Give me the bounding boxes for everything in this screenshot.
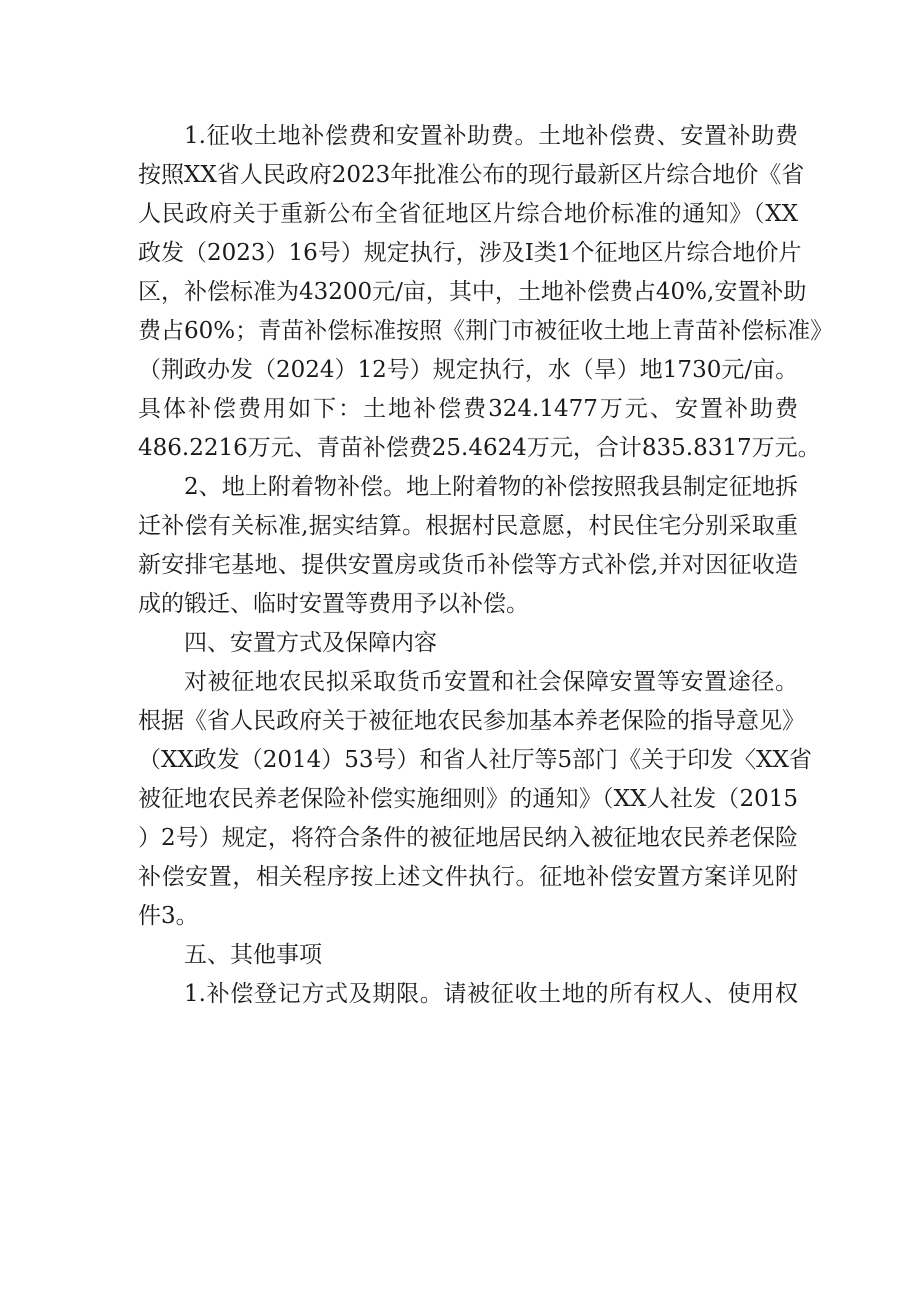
- text-line: 迁补偿有关标准,据实结算。根据村民意愿，村民住宅分别采取重: [138, 513, 798, 539]
- text-line: 被征地农民养老保险补偿实施细则》的通知》（XX人社发（2015: [138, 786, 798, 812]
- text-line: 件3。: [138, 903, 199, 929]
- paragraph-p3: [138, 624, 798, 663]
- paragraph-p5: [138, 936, 798, 975]
- paragraph-p1: [138, 117, 834, 468]
- text-line: 新安排宅基地、提供安置房或货币补偿等方式补偿,并对因征收造: [138, 552, 798, 578]
- text-line: 对被征地农民拟采取货币安置和社会保障安置等安置途径。: [184, 669, 798, 695]
- text-line: 2、地上附着物补偿。地上附着物的补偿按照我县制定征地拆: [184, 474, 798, 500]
- text-line: 政发（2023）16号）规定执行，涉及I类1个征地区片综合地价片: [138, 240, 802, 266]
- text-line: （荆政办发（2024）12号）规定执行，水（旱）地1730元/亩。: [138, 357, 799, 383]
- document-body: [138, 117, 834, 1014]
- text-line: 486.2216万元、青苗补偿费25.4624万元，合计835.8317万元。: [138, 435, 821, 461]
- text-line: 四、安置方式及保障内容: [184, 630, 437, 656]
- text-line: ）2号）规定，将符合条件的被征地居民纳入被征地农民养老保险: [138, 825, 798, 851]
- text-line: （XX政发（2014）53号）和省人社厅等5部门《关于印发〈XX省: [138, 747, 812, 773]
- text-line: 补偿安置，相关程序按上述文件执行。征地补偿安置方案详见附: [138, 864, 798, 890]
- text-line: 区，补偿标准为43200元/亩，其中，土地补偿费占40%,安置补助: [138, 279, 807, 305]
- text-line: 1.征收土地补偿费和安置补助费。土地补偿费、安置补助费: [184, 123, 798, 149]
- text-line: 根据《省人民政府关于被征地农民参加基本养老保险的指导意见》: [138, 708, 805, 734]
- text-line: 五、其他事项: [184, 942, 322, 968]
- text-line: 费占60%；青苗补偿标准按照《荆门市被征收土地上青苗补偿标准》: [138, 318, 834, 344]
- text-line: 人民政府关于重新公布全省征地区片综合地价标准的通知》（XX: [138, 201, 798, 227]
- paragraph-p2: [138, 468, 798, 624]
- text-line: 具体补偿费用如下：土地补偿费324.1477万元、安置补助费: [138, 396, 798, 422]
- paragraph-p6: [138, 975, 798, 1014]
- text-line: 1.补偿登记方式及期限。请被征收土地的所有权人、使用权: [184, 981, 798, 1007]
- paragraph-p4: [138, 663, 812, 936]
- text-line: 按照XX省人民政府2023年批准公布的现行最新区片综合地价《省: [138, 162, 805, 188]
- text-line: 成的锻迁、临时安置等费用予以补偿。: [138, 591, 529, 617]
